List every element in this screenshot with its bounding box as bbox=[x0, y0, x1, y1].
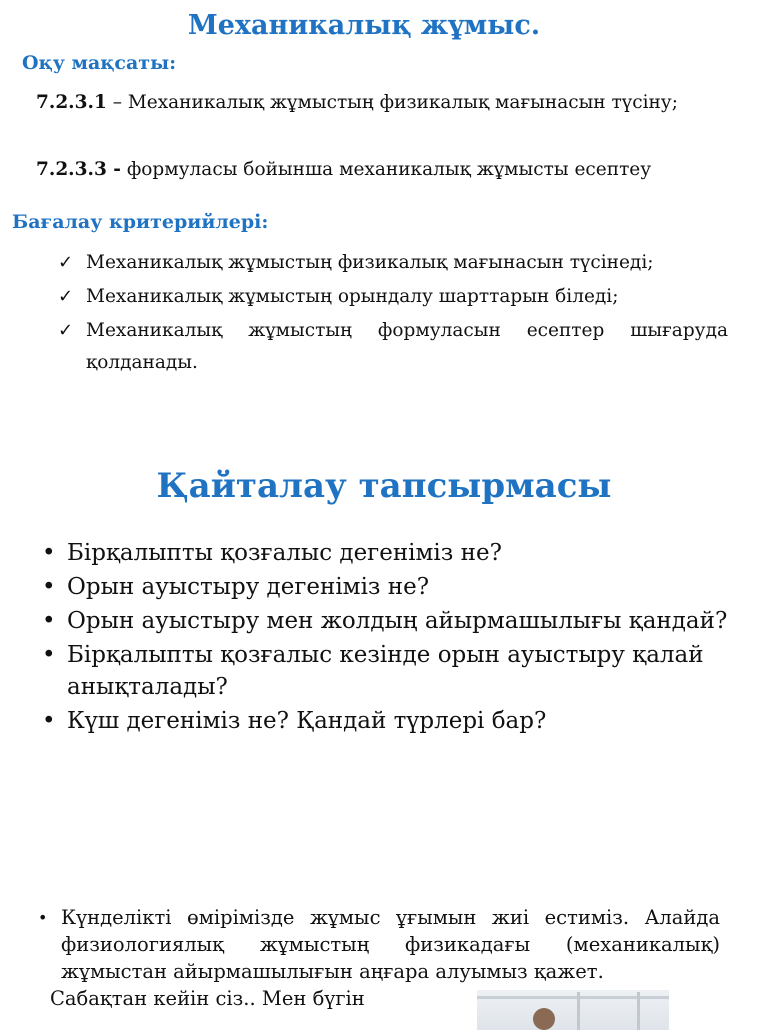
review-question bbox=[42, 639, 732, 703]
objectives-heading: Оқу мақсаты: bbox=[22, 52, 177, 74]
bullet-icon: • bbox=[38, 908, 48, 927]
note-text: Күнделікті өміріміздe жұмыс ұғымын жиі естиміз. Алайда физиологиялық жұмыстың физикадағы (механикалық) жұмыстан айырмашылығын аңғара алуымыз қажет. bbox=[61, 906, 720, 983]
objective-code: 7.2.3.3 - bbox=[36, 159, 121, 180]
classroom-photo bbox=[477, 990, 669, 1030]
question-text: Бірқалыпты қозғалыс кезінде орын ауыстыру қалай анықталады? bbox=[67, 642, 704, 700]
objective-item bbox=[36, 90, 728, 116]
criteria-item bbox=[58, 247, 728, 279]
note-paragraph bbox=[38, 904, 720, 985]
objective-text: формуласы бойынша механикалық жұмысты есептеу bbox=[120, 159, 652, 180]
bullet-icon: • bbox=[42, 642, 56, 668]
page-title: Механикалық жұмыс. bbox=[187, 10, 541, 41]
criteria-item bbox=[58, 315, 728, 379]
review-question bbox=[42, 605, 732, 637]
bullet-icon: • bbox=[42, 608, 56, 634]
criteria-text: Механикалық жұмыстың орындалу шарттарын біледі; bbox=[86, 286, 619, 307]
question-text: Орын ауыстыру мен жолдың айырмашылығы қандай? bbox=[67, 608, 728, 634]
checkmark-icon: ✓ bbox=[58, 320, 74, 341]
question-text: Орын ауыстыру дегеніміз не? bbox=[67, 574, 430, 600]
checkmark-icon: ✓ bbox=[58, 252, 74, 273]
review-question-list bbox=[42, 537, 732, 739]
person-icon bbox=[533, 1008, 555, 1030]
question-text: Бірқалыпты қозғалыс дегеніміз не? bbox=[67, 540, 502, 566]
note-cut-line: Сабақтан кейін сіз.. Мен бүгін bbox=[50, 987, 365, 1010]
criteria-heading: Бағалау критерийлері: bbox=[12, 211, 269, 233]
criteria-list bbox=[58, 247, 728, 381]
question-text: Күш дегеніміз не? Қандай түрлері бар? bbox=[67, 708, 547, 734]
bullet-icon: • bbox=[42, 708, 56, 734]
objective-item bbox=[36, 157, 728, 183]
criteria-item bbox=[58, 281, 728, 313]
objective-text: – Механикалық жұмыстың физикалық мағынасын түсіну; bbox=[106, 92, 678, 113]
checkmark-icon: ✓ bbox=[58, 286, 74, 307]
objective-code: 7.2.3.1 bbox=[36, 92, 107, 113]
review-question bbox=[42, 571, 732, 603]
bullet-icon: • bbox=[42, 574, 56, 600]
criteria-text: Механикалық жұмыстың физикалық мағынасын түсінеді; bbox=[86, 252, 654, 273]
review-heading: Қайталау тапсырмасы bbox=[156, 466, 612, 506]
bullet-icon: • bbox=[42, 540, 56, 566]
criteria-text: Механикалық жұмыстың формуласын есептер шығаруда қолданады. bbox=[86, 320, 728, 373]
review-question bbox=[42, 537, 732, 569]
review-question bbox=[42, 705, 732, 737]
